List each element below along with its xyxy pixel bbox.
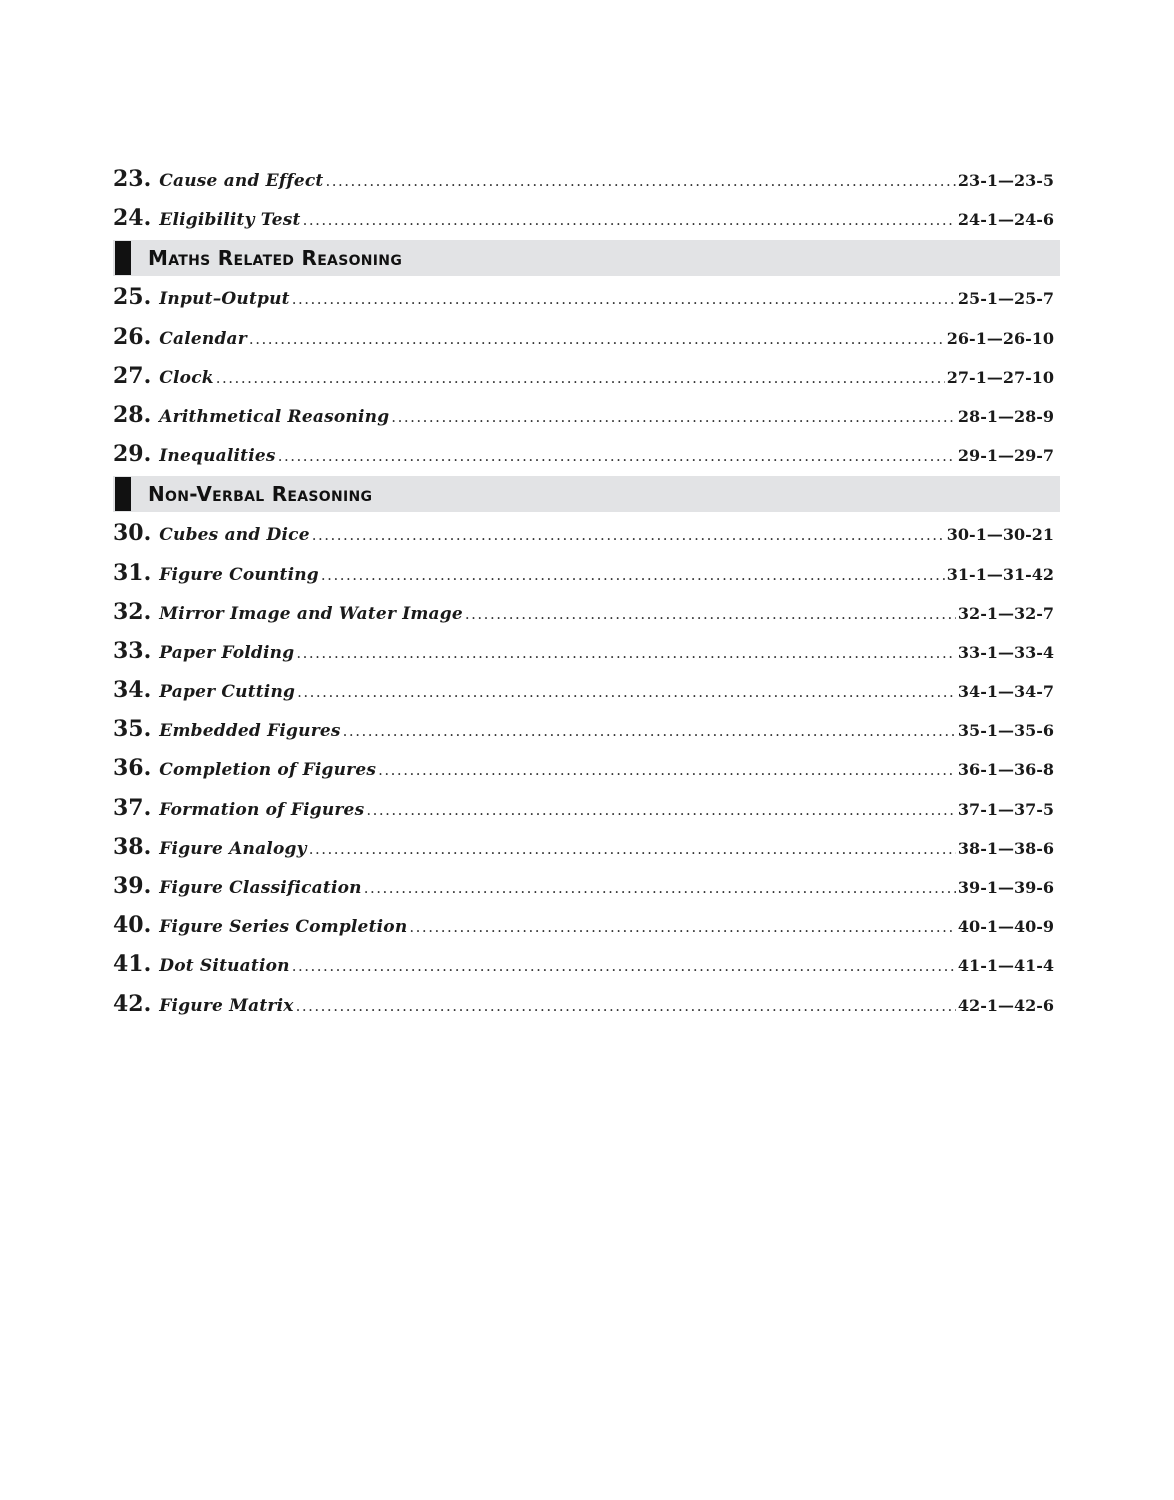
toc-entry[interactable] [113,985,1060,1024]
chapter-number: 29. [113,441,152,468]
chapter-title: Completion of Figures [159,760,377,781]
dot-leader [364,869,956,908]
dot-leader [366,791,956,830]
section-header [113,476,1060,512]
toc-entry[interactable] [113,278,1060,317]
dot-leader [216,359,945,398]
chapter-title: Figure Classification [159,878,362,898]
dot-leader [321,556,945,595]
toc-entry[interactable] [113,435,1060,474]
page-range: 38-1—38-6 [957,838,1054,858]
section-header [113,240,1060,276]
chapter-title: Figure Matrix [159,995,294,1016]
toc-entry[interactable] [113,671,1060,710]
page-range: 40-1—40-9 [957,917,1054,937]
toc-entry[interactable] [113,160,1060,199]
page-range: 28-1—28-9 [957,406,1054,426]
chapter-number: 35. [113,716,152,743]
dot-leader [249,320,945,359]
chapter-number: 24. [113,205,152,232]
section-marker [115,477,131,511]
toc-entry[interactable] [113,789,1060,828]
page-range: 24-1—24-6 [957,210,1054,230]
page-range: 30-1—30-21 [946,525,1054,545]
dot-leader [278,437,956,476]
page-range: 23-1—23-5 [957,171,1054,190]
dot-leader [296,987,956,1026]
dot-leader [343,712,956,751]
toc-entry[interactable] [113,514,1060,553]
chapter-number: 34. [113,677,152,704]
chapter-number: 23. [113,166,152,192]
dot-leader [309,830,956,869]
dot-leader [292,280,956,319]
page-range: 26-1—26-10 [946,328,1054,348]
chapter-number: 33. [113,637,152,664]
chapter-number: 25. [113,284,152,311]
dot-leader [312,516,945,555]
dot-leader [297,673,956,712]
toc-entry[interactable] [113,632,1060,671]
dot-leader [465,595,956,634]
chapter-number: 36. [113,755,152,782]
page-range: 42-1—42-6 [957,995,1054,1015]
page-range: 39-1—39-6 [957,878,1054,897]
chapter-number: 39. [113,873,152,899]
chapter-number: 26. [113,323,152,350]
chapter-number: 41. [113,951,152,978]
page-range: 29-1—29-7 [957,446,1054,466]
chapter-title: Eligibility Test [159,210,301,231]
toc-entry[interactable] [113,318,1060,357]
chapter-number: 37. [113,794,152,821]
page-range: 25-1—25-7 [957,289,1054,309]
page-range: 31-1—31-42 [946,564,1054,584]
chapter-title: Dot Situation [159,956,290,977]
section-title: Maths Related Reasoning [148,246,403,271]
chapter-title: Input–Output [159,289,290,310]
chapter-title: Cubes and Dice [159,525,310,546]
chapter-title: Paper Folding [159,642,295,663]
dot-leader [325,162,955,201]
chapter-number: 31. [113,559,152,586]
chapter-number: 32. [113,598,152,625]
dot-leader [391,398,956,437]
chapter-number: 42. [113,990,152,1017]
dot-leader [303,201,956,240]
page-range: 33-1—33-4 [957,642,1054,662]
chapter-number: 27. [113,362,152,389]
dot-leader [378,751,956,790]
chapter-title: Figure Analogy [159,838,307,859]
chapter-title: Arithmetical Reasoning [159,406,390,427]
chapter-title: Formation of Figures [159,799,365,820]
page-range: 41-1—41-4 [957,956,1054,976]
toc-entry[interactable] [113,906,1060,945]
toc-entry[interactable] [113,357,1060,396]
page-range: 35-1—35-6 [957,721,1054,741]
chapter-number: 28. [113,401,152,428]
toc-entry[interactable] [113,945,1060,984]
chapter-title: Paper Cutting [159,682,296,703]
chapter-title: Embedded Figures [159,721,341,742]
page-range: 32-1—32-7 [957,603,1054,623]
chapter-title: Inequalities [159,446,276,467]
chapter-number: 38. [113,833,152,860]
dot-leader [292,947,956,986]
chapter-title: Clock [159,367,214,388]
chapter-number: 30. [113,520,152,547]
section-marker [115,241,131,275]
table-of-contents [113,160,1060,1024]
toc-entry[interactable] [113,828,1060,867]
chapter-title: Figure Counting [159,564,319,585]
toc-entry[interactable] [113,554,1060,593]
dot-leader [409,908,956,947]
toc-entry[interactable] [113,593,1060,632]
chapter-title: Figure Series Completion [159,917,408,938]
page-range: 34-1—34-7 [957,682,1054,702]
page-range: 37-1—37-5 [957,799,1054,819]
toc-entry[interactable] [113,867,1060,906]
dot-leader [296,634,956,673]
toc-entry[interactable] [113,710,1060,749]
toc-entry[interactable] [113,749,1060,788]
chapter-title: Calendar [159,328,247,349]
section-title: Non-Verbal Reasoning [148,482,373,507]
chapter-title: Cause and Effect [159,171,324,191]
toc-entry[interactable] [113,396,1060,435]
chapter-title: Mirror Image and Water Image [159,603,463,624]
chapter-number: 40. [113,912,152,939]
page-range: 27-1—27-10 [946,367,1054,387]
toc-entry[interactable] [113,199,1060,238]
page-range: 36-1—36-8 [957,760,1054,780]
